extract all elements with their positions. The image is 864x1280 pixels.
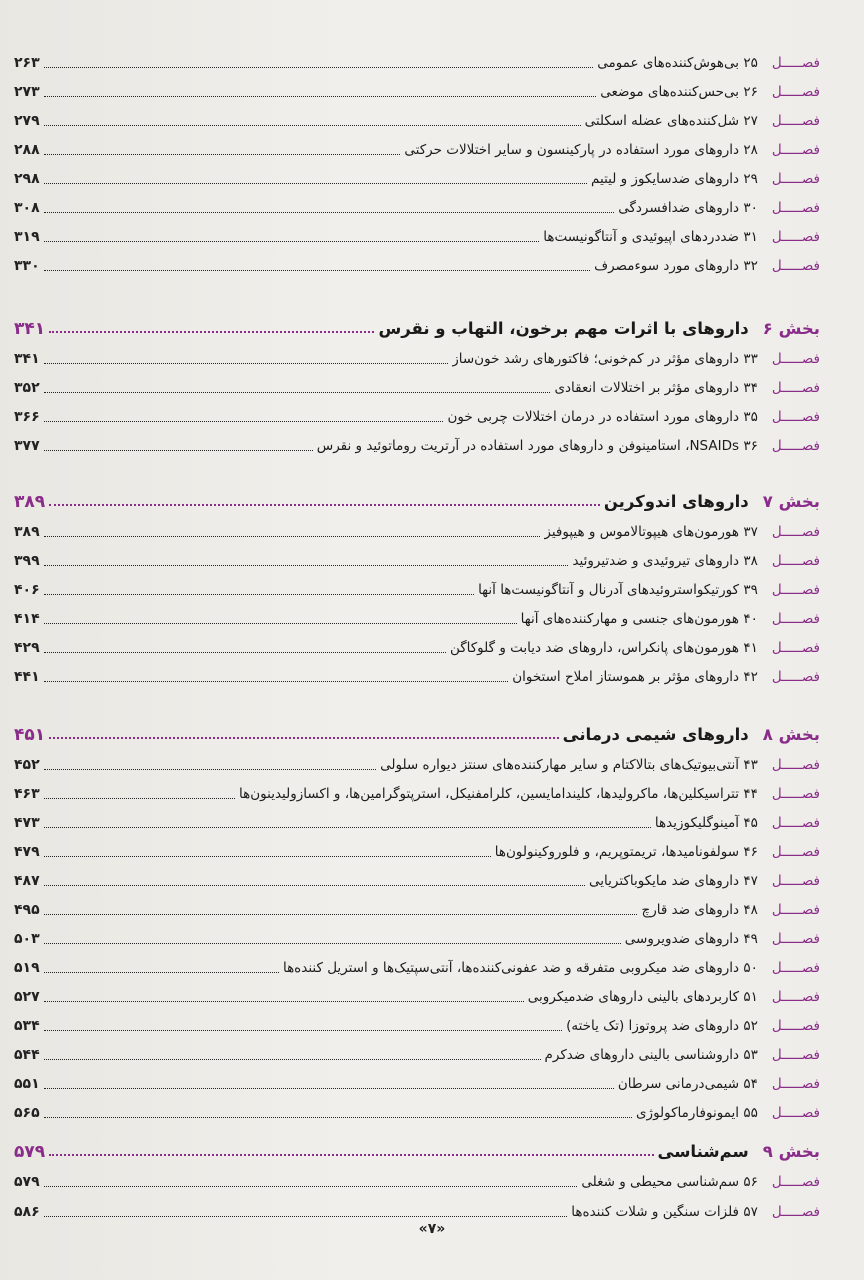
chapter-page-number: ۳۳۰ — [14, 258, 40, 274]
dot-leader — [44, 363, 449, 364]
chapter-entry — [14, 106, 820, 130]
dot-leader — [44, 125, 581, 126]
chapter-entry — [14, 517, 820, 541]
dot-leader — [44, 392, 551, 393]
chapter-entry — [14, 1098, 820, 1122]
chapter-title: ۴۸ داروهای ضد قارچ — [641, 902, 758, 918]
chapter-entry — [14, 662, 820, 686]
section-heading — [14, 487, 820, 511]
chapter-entry — [14, 1011, 820, 1035]
chapter-label: فصـــــل — [771, 931, 820, 947]
dot-leader — [49, 331, 374, 333]
dot-leader — [44, 96, 597, 97]
chapter-title: ۴۱ هورمون‌های پانکراس، داروهای ضد دیابت و گلوکاگن — [449, 640, 758, 656]
chapter-label: فصـــــل — [771, 989, 820, 1005]
chapter-title: ۲۹ داروهای ضدسایکوز و لیتیم — [591, 171, 758, 187]
chapter-title: ۵۶ سم‌شناسی محیطی و شغلی — [581, 1174, 758, 1190]
chapter-title: ۳۳ داروهای مؤثر در کم‌خونی؛ فاکتورهای رشد خون‌ساز — [452, 351, 758, 367]
chapter-label: فصـــــل — [771, 1047, 820, 1063]
chapter-entry — [14, 953, 820, 977]
chapter-label: فصـــــل — [771, 351, 820, 367]
section-label: بخش ۷ — [762, 492, 820, 511]
chapter-page-number: ۲۹۸ — [14, 171, 40, 187]
dot-leader — [44, 1088, 614, 1089]
chapter-page-number: ۳۵۲ — [14, 380, 40, 396]
dot-leader — [44, 914, 638, 915]
chapter-entry — [14, 373, 820, 397]
chapter-title: ۴۹ داروهای ضدویروسی — [624, 931, 758, 947]
chapter-title: ۳۲ داروهای مورد سوءمصرف — [594, 258, 758, 274]
chapter-page-number: ۳۸۹ — [14, 524, 40, 540]
dot-leader — [44, 183, 587, 184]
chapter-page-number: ۳۴۱ — [14, 351, 40, 367]
chapter-title: ۳۱ ضددردهای اپیوئیدی و آنتاگونیست‌ها — [543, 229, 758, 245]
section-title: داروهای اندوکرین — [603, 493, 749, 511]
chapter-label: فصـــــل — [771, 438, 820, 454]
chapter-title: ۲۸ داروهای مورد استفاده در پارکینسون و سایر اختلالات حرکتی — [404, 142, 758, 158]
dot-leader — [44, 565, 569, 566]
dot-leader — [44, 536, 541, 537]
chapter-title: ۵۱ کاربردهای بالینی داروهای ضدمیکروبی — [527, 989, 758, 1005]
chapter-page-number: ۴۶۳ — [14, 786, 40, 802]
chapter-entry — [14, 431, 820, 455]
chapter-entry — [14, 750, 820, 774]
chapter-label: فصـــــل — [771, 258, 820, 274]
chapter-page-number: ۵۶۵ — [14, 1105, 40, 1121]
chapter-page-number: ۲۷۹ — [14, 113, 40, 129]
chapter-title: ۵۳ داروشناسی بالینی داروهای ضدکرم — [544, 1047, 758, 1063]
chapter-title: ۲۵ بی‌هوش‌کننده‌های عمومی — [597, 55, 758, 71]
chapter-entry — [14, 924, 820, 948]
chapter-entry — [14, 164, 820, 188]
chapter-label: فصـــــل — [771, 113, 820, 129]
dot-leader — [44, 1001, 524, 1002]
chapter-title: ۳۰ داروهای ضدافسردگی — [618, 200, 758, 216]
chapter-page-number: ۴۱۴ — [14, 611, 40, 627]
chapter-title: ۳۶ NSAIDs، استامینوفن و داروهای مورد استفاده در آرتریت روماتوئید و نقرس — [316, 438, 758, 454]
chapter-page-number: ۴۹۵ — [14, 902, 40, 918]
section-label: بخش ۶ — [762, 319, 820, 338]
chapter-label: فصـــــل — [771, 873, 820, 889]
chapter-label: فصـــــل — [771, 524, 820, 540]
chapter-label: فصـــــل — [771, 1105, 820, 1121]
chapter-entry — [14, 1069, 820, 1093]
chapter-page-number: ۵۸۶ — [14, 1204, 40, 1220]
dot-leader — [44, 1059, 541, 1060]
section-heading — [14, 314, 820, 338]
chapter-label: فصـــــل — [771, 757, 820, 773]
dot-leader — [44, 856, 491, 857]
chapter-page-number: ۴۴۱ — [14, 669, 40, 685]
dot-leader — [44, 681, 509, 682]
section-title: سم‌شناسی — [657, 1143, 749, 1161]
chapter-entry — [14, 193, 820, 217]
chapter-entry — [14, 808, 820, 832]
dot-leader — [44, 623, 517, 624]
chapter-label: فصـــــل — [771, 611, 820, 627]
dot-leader — [44, 827, 651, 828]
chapter-entry — [14, 982, 820, 1006]
chapter-label: فصـــــل — [771, 409, 820, 425]
chapter-page-number: ۵۰۳ — [14, 931, 40, 947]
chapter-entry — [14, 402, 820, 426]
chapter-page-number: ۵۱۹ — [14, 960, 40, 976]
chapter-label: فصـــــل — [771, 171, 820, 187]
chapter-entry — [14, 837, 820, 861]
page-number-footer: «۷» — [418, 1221, 446, 1237]
chapter-entry — [14, 604, 820, 628]
chapter-page-number: ۳۶۶ — [14, 409, 40, 425]
dot-leader — [44, 1117, 632, 1118]
chapter-page-number: ۵۳۴ — [14, 1018, 40, 1034]
chapter-label: فصـــــل — [771, 380, 820, 396]
chapter-label: فصـــــل — [771, 1204, 820, 1220]
chapter-entry — [14, 779, 820, 803]
chapter-page-number: ۳۷۷ — [14, 438, 40, 454]
chapter-title: ۴۴ تتراسیکلین‌ها، ماکرولیدها، کلیندامایسین، کلرامفنیکل، استرپتوگرامین‌ها، و اکسازولیدینون‌ها — [239, 786, 758, 802]
chapter-label: فصـــــل — [771, 553, 820, 569]
chapter-label: فصـــــل — [771, 960, 820, 976]
section-title: داروهای با اثرات مهم برخون، التهاب و نقرس — [378, 320, 749, 338]
chapter-entry — [14, 575, 820, 599]
chapter-entry — [14, 1197, 820, 1221]
dot-leader — [44, 154, 401, 155]
section-heading — [14, 1137, 820, 1161]
chapter-title: ۵۴ شیمی‌درمانی سرطان — [617, 1076, 758, 1092]
chapter-entry — [14, 546, 820, 570]
chapter-page-number: ۲۶۳ — [14, 55, 40, 71]
chapter-title: ۵۵ ایمونوفارماکولوژی — [635, 1105, 758, 1121]
chapter-page-number: ۴۷۳ — [14, 815, 40, 831]
dot-leader — [44, 67, 594, 68]
chapter-page-number: ۳۰۸ — [14, 200, 40, 216]
section-heading — [14, 720, 820, 744]
chapter-entry — [14, 344, 820, 368]
chapter-entry — [14, 251, 820, 275]
chapter-label: فصـــــل — [771, 902, 820, 918]
chapter-page-number: ۴۵۲ — [14, 757, 40, 773]
chapter-label: فصـــــل — [771, 844, 820, 860]
chapter-entry — [14, 1167, 820, 1191]
dot-leader — [49, 1154, 653, 1156]
dot-leader — [44, 1216, 568, 1217]
section-page-number: ۳۴۱ — [14, 319, 46, 339]
chapter-label: فصـــــل — [771, 786, 820, 802]
chapter-page-number: ۴۰۶ — [14, 582, 40, 598]
chapter-label: فصـــــل — [771, 229, 820, 245]
chapter-label: فصـــــل — [771, 1174, 820, 1190]
chapter-page-number: ۵۴۴ — [14, 1047, 40, 1063]
chapter-page-number: ۵۷۹ — [14, 1174, 40, 1190]
chapter-title: ۲۶ بی‌حس‌کننده‌های موضعی — [600, 84, 758, 100]
dot-leader — [44, 212, 615, 213]
dot-leader — [44, 972, 279, 973]
chapter-title: ۵۰ داروهای ضد میکروبی متفرقه و ضد عفونی‌کننده‌ها، آنتی‌سپتیک‌ها و استریل کننده‌ها — [282, 960, 758, 976]
chapter-entry — [14, 222, 820, 246]
chapter-label: فصـــــل — [771, 200, 820, 216]
chapter-page-number: ۴۷۹ — [14, 844, 40, 860]
dot-leader — [44, 270, 590, 271]
chapter-entry — [14, 633, 820, 657]
chapter-entry — [14, 1040, 820, 1064]
chapter-label: فصـــــل — [771, 640, 820, 656]
dot-leader — [44, 798, 235, 799]
chapter-title: ۳۹ کورتیکواستروئیدهای آدرنال و آنتاگونیست‌ها آنها — [478, 582, 758, 598]
chapter-label: فصـــــل — [771, 55, 820, 71]
chapter-title: ۵۷ فلزات سنگین و شلات کننده‌ها — [571, 1204, 758, 1220]
chapter-label: فصـــــل — [771, 1076, 820, 1092]
chapter-page-number: ۲۷۳ — [14, 84, 40, 100]
chapter-page-number: ۵۵۱ — [14, 1076, 40, 1092]
section-label: بخش ۸ — [762, 725, 820, 744]
chapter-page-number: ۳۱۹ — [14, 229, 40, 245]
dot-leader — [49, 504, 600, 506]
chapter-title: ۴۰ هورمون‌های جنسی و مهارکننده‌های آنها — [520, 611, 758, 627]
chapter-entry — [14, 77, 820, 101]
chapter-label: فصـــــل — [771, 669, 820, 685]
chapter-entry — [14, 895, 820, 919]
chapter-title: ۴۷ داروهای ضد مایکوباکتریایی — [589, 873, 758, 889]
section-page-number: ۵۷۹ — [14, 1142, 46, 1162]
section-title: داروهای شیمی درمانی — [562, 726, 749, 744]
chapter-title: ۴۵ آمینوگلیکوزیدها — [654, 815, 758, 831]
chapter-title: ۴۲ داروهای مؤثر بر هموستاز املاح استخوان — [512, 669, 758, 685]
chapter-label: فصـــــل — [771, 142, 820, 158]
chapter-page-number: ۳۹۹ — [14, 553, 40, 569]
chapter-title: ۴۶ سولفونامیدها، تریمتوپریم، و فلوروکینولون‌ها — [494, 844, 758, 860]
chapter-page-number: ۵۲۷ — [14, 989, 40, 1005]
dot-leader — [44, 885, 585, 886]
chapter-title: ۲۷ شل‌کننده‌های عضله اسکلتی — [584, 113, 758, 129]
chapter-title: ۳۵ داروهای مورد استفاده در درمان اختلالات چربی خون — [447, 409, 758, 425]
dot-leader — [44, 652, 446, 653]
chapter-title: ۳۷ هورمون‌های هیپوتالاموس و هیپوفیز — [544, 524, 758, 540]
dot-leader — [44, 594, 474, 595]
chapter-page-number: ۴۲۹ — [14, 640, 40, 656]
section-page-number: ۳۸۹ — [14, 492, 46, 512]
chapter-label: فصـــــل — [771, 1018, 820, 1034]
chapter-page-number: ۲۸۸ — [14, 142, 40, 158]
section-page-number: ۴۵۱ — [14, 725, 46, 745]
chapter-entry — [14, 866, 820, 890]
dot-leader — [44, 450, 313, 451]
dot-leader — [44, 421, 444, 422]
dot-leader — [44, 1030, 562, 1031]
dot-leader — [44, 769, 376, 770]
dot-leader — [49, 737, 559, 739]
chapter-title: ۵۲ داروهای ضد پروتوزا (تک یاخته) — [566, 1018, 758, 1034]
chapter-entry — [14, 48, 820, 72]
chapter-label: فصـــــل — [771, 582, 820, 598]
chapter-page-number: ۴۸۷ — [14, 873, 40, 889]
dot-leader — [44, 241, 540, 242]
chapter-label: فصـــــل — [771, 815, 820, 831]
chapter-title: ۳۸ داروهای تیروئیدی و ضدتیروئید — [572, 553, 758, 569]
dot-leader — [44, 943, 621, 944]
chapter-title: ۴۳ آنتی‌بیوتیک‌های بتالاکتام و سایر مهارکننده‌های سنتز دیواره سلولی — [380, 757, 758, 773]
chapter-entry — [14, 135, 820, 159]
chapter-title: ۳۴ داروهای مؤثر بر اختلالات انعقادی — [554, 380, 758, 396]
dot-leader — [44, 1186, 578, 1187]
section-label: بخش ۹ — [762, 1142, 820, 1161]
chapter-label: فصـــــل — [771, 84, 820, 100]
